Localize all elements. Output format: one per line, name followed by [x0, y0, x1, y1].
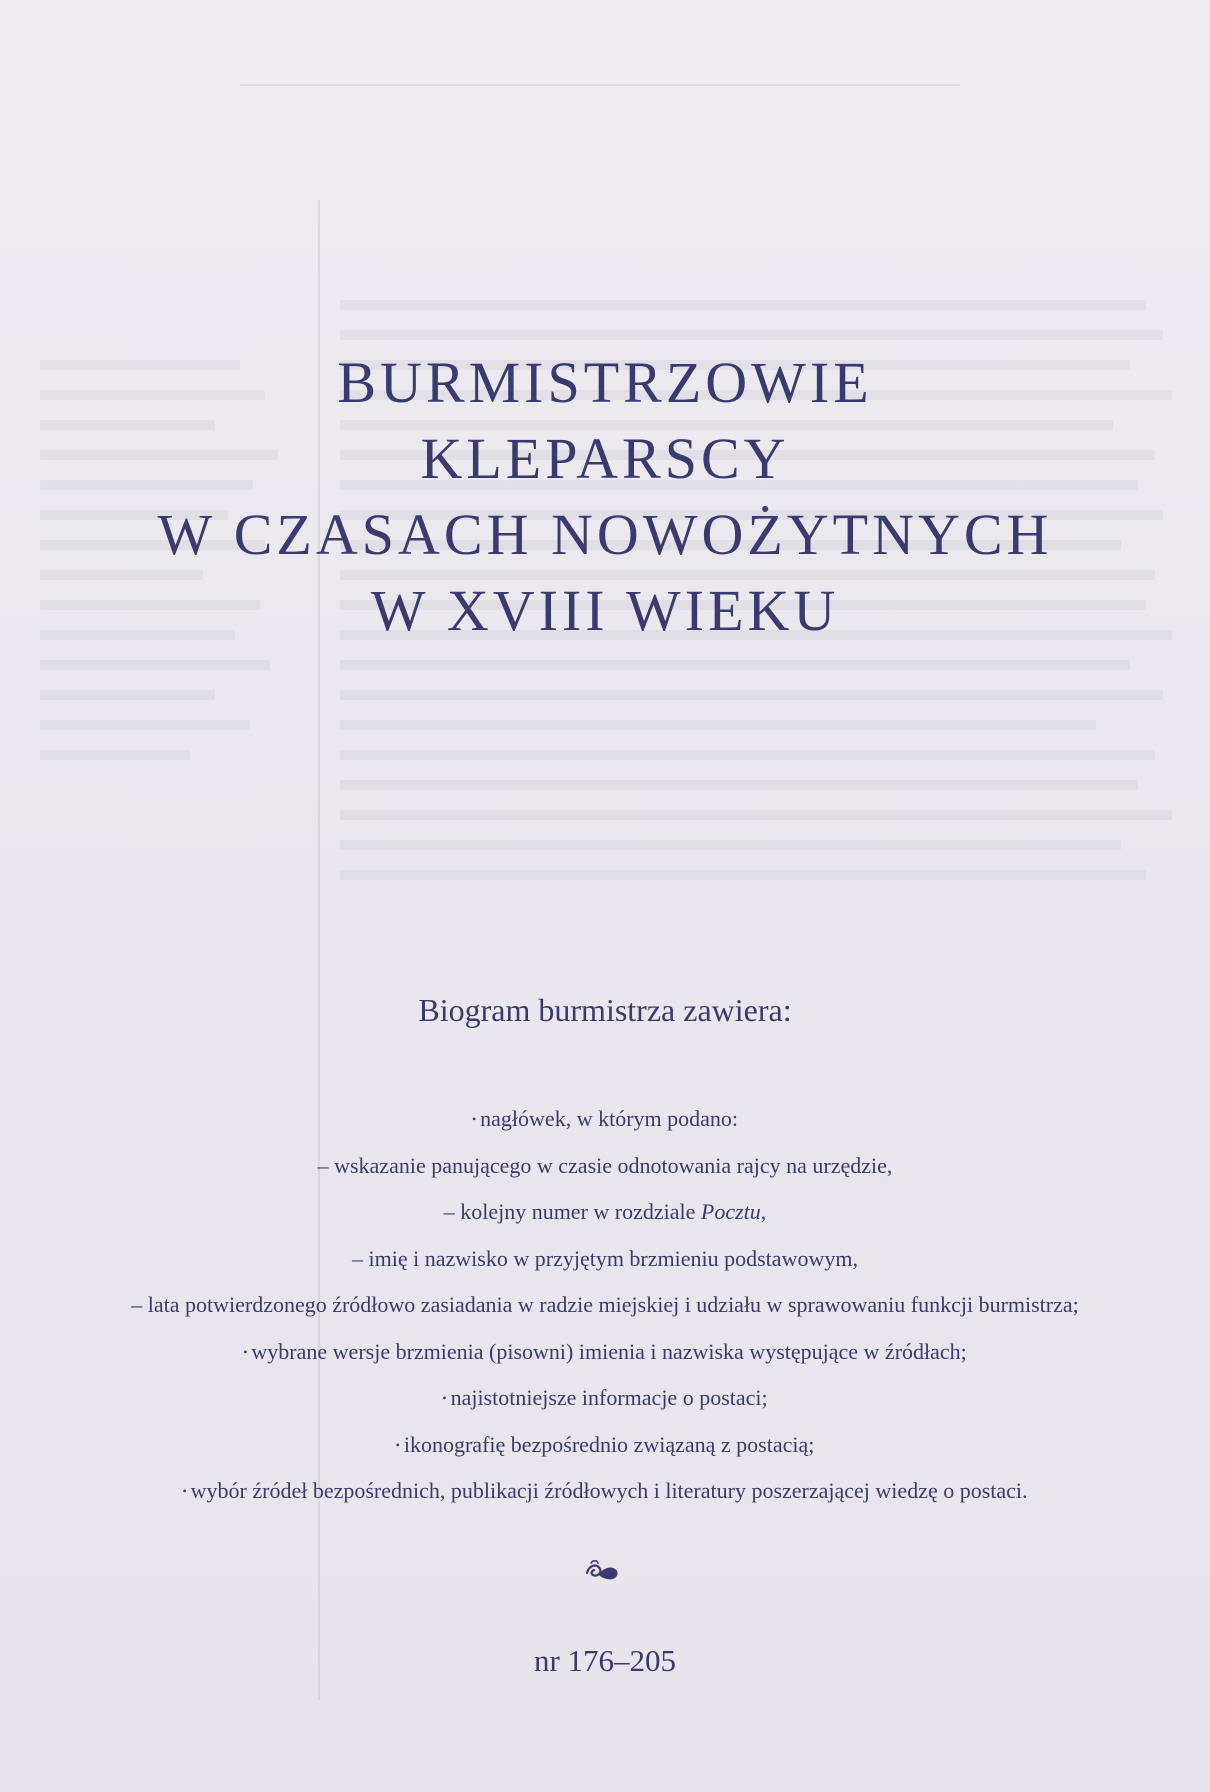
list-item-text: nagłówek, w którym podano: [480, 1106, 739, 1131]
title-line-3: W CZASACH NOWOŻYTNYCH [157, 502, 1053, 567]
bullet-icon: • [182, 1484, 187, 1498]
list-item-suffix: , [760, 1199, 767, 1224]
list-item [0, 1468, 1210, 1515]
list-item-text: wybór źródeł bezpośrednich, publikacji źródłowych i literatury poszerzającej wiedzę o postaci. [190, 1478, 1028, 1503]
list-item [0, 1236, 1210, 1283]
list-item-text: – kolejny numer w rozdziale [443, 1199, 701, 1224]
list-item-italic: Pocztu [700, 1199, 761, 1224]
entry-range: nr 176–205 [533, 1643, 677, 1678]
list-item [0, 1096, 1210, 1143]
title-line-4: W XVIII WIEKU [370, 578, 840, 643]
show-through-rule-top [240, 84, 960, 86]
list-item-text: ikonografię bezpośrednio związaną z postacią; [403, 1431, 815, 1457]
list-item [0, 1189, 1210, 1236]
title-line-1: BURMISTRZOWIE [337, 350, 873, 415]
list-item-text: – wskazanie panującego w czasie odnotowania rajcy na urzędzie, [317, 1152, 893, 1178]
page-title [0, 345, 1210, 649]
list-item [0, 1329, 1210, 1376]
bullet-icon: • [243, 1344, 248, 1359]
list-item-text: – lata potwierdzonego źródłowo zasiadania w radzie miejskiej i udziału w sprawowaniu funkcji burmistrza; [131, 1292, 1079, 1317]
list-item [0, 1282, 1210, 1329]
bullet-icon: • [395, 1437, 400, 1452]
list-item-text: wybrane wersje brzmienia (pisowni) imienia i nazwiska występujące w źródłach; [251, 1338, 967, 1364]
list-item-text: – imię i nazwisko w przyjętym brzmieniu podstawowym, [352, 1245, 858, 1271]
section-heading: Biogram burmistrza zawiera: [418, 992, 792, 1028]
biogram-contents-list [0, 1096, 1210, 1515]
bullet-icon: • [471, 1112, 477, 1126]
fleuron-icon [583, 1555, 623, 1585]
list-item [0, 1422, 1210, 1469]
list-item-text: najistotniejsze informacje o postaci; [450, 1385, 768, 1410]
list-item [0, 1143, 1210, 1190]
title-line-2: KLEPARSCY [420, 426, 790, 491]
list-item [0, 1375, 1210, 1422]
bullet-icon: • [442, 1391, 447, 1405]
